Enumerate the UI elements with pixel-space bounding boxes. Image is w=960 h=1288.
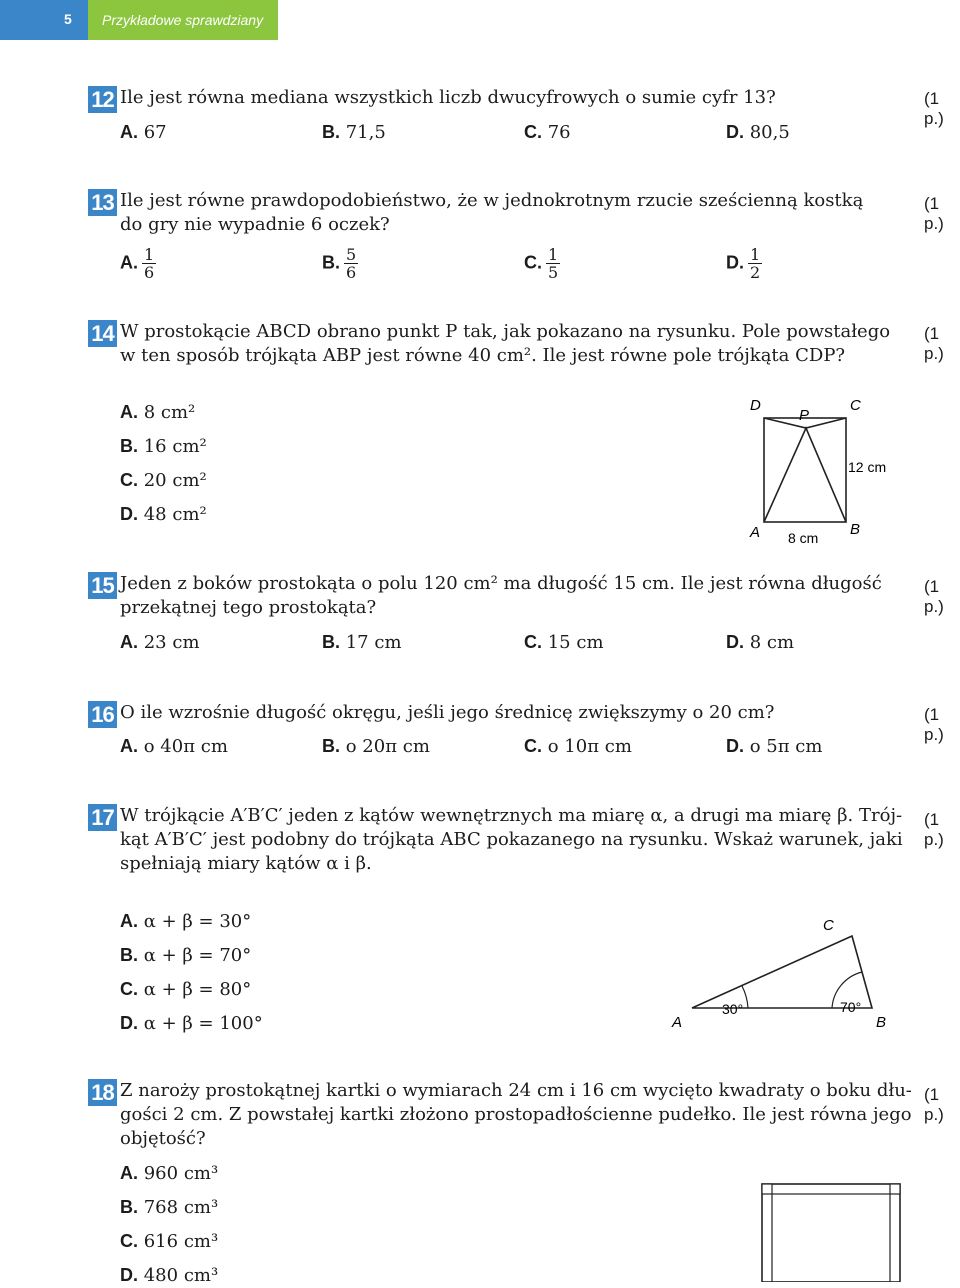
answer-c[interactable]: C. α + β = 80° [120,979,252,1000]
question-text-line-1: W prostokącie ABCD obrano punkt P tak, jak pokazano na rysunku. Pole powstałego [120,321,891,342]
answer-d[interactable]: D. $\frac{1}{2}$ [726,245,761,282]
corner-square [890,1184,900,1194]
answer-a[interactable]: A. 960 cm³ [120,1163,219,1184]
question-text-line-1: Jeden z boków prostokąta o polu 120 cm² ma długość 15 cm. Ile jest równa długość [120,573,882,594]
page-number-tab [0,0,88,40]
answer-c[interactable]: C. o 10π cm [524,736,632,757]
label-c: C [850,397,861,414]
question-text-line-2: kąt A′B′C′ jest podobny do trójkąta ABC pokazanego na rysunku. Wskaż warunek, jaki [120,829,903,850]
rectangle-abcd [764,418,846,522]
rectangle-figure [740,392,900,552]
points-label: (1 p.) [924,324,944,363]
question-number: 17 [88,804,117,831]
answer-a[interactable]: A. $\frac{1}{6}$ [120,245,155,282]
question-text-line-1: Z naroży prostokątnej kartki o wymiarach 24 cm i 16 cm wycięto kwadraty o boku dłu- [120,1080,912,1101]
answer-d[interactable]: D. 480 cm³ [120,1265,219,1286]
section-title-tab [88,0,278,40]
points-label: (1 p.) [924,705,944,744]
question-number: 16 [88,701,117,728]
label-d: D [750,397,761,414]
sheet-figure [756,1176,906,1282]
answer-c[interactable]: C. 616 cm³ [120,1231,219,1252]
label-c: C [823,917,834,934]
points-label: (1 p.) [924,577,944,616]
answer-d[interactable]: D. 8 cm [726,632,795,653]
angle-a-label: 30° [722,1001,744,1017]
label-b: B [850,521,861,538]
angle-b-label: 70° [840,999,862,1015]
question-text-line-2: w ten sposób trójkąta ABP jest równe 40 cm². Ile jest równe pole trójkąta CDP? [120,345,846,366]
answer-c[interactable]: C. 20 cm² [120,470,207,491]
answer-a[interactable]: A. 23 cm [120,632,200,653]
answer-d[interactable]: D. 48 cm² [120,504,207,525]
answer-b[interactable]: B. α + β = 70° [120,945,252,966]
corner-square [762,1184,772,1194]
answer-c[interactable]: C. $\frac{1}{5}$ [524,245,559,282]
points-label: (1 p.) [924,1085,944,1124]
question-number: 15 [88,572,117,599]
triangle-abp [764,428,846,522]
question-text-line-2: do gry nie wypadnie 6 oczek? [120,214,390,235]
question-text-line-1: W trójkącie A′B′C′ jeden z kątów wewnętrznych ma miarę α, a drugi ma miarę β. Trój- [120,805,903,826]
question-text-line-2: gości 2 cm. Z powstałej kartki złożono prostopadłościenne pudełko. Ile jest równa jego [120,1104,912,1125]
base-label: 8 cm [788,530,819,546]
answer-b[interactable]: B. $\frac{5}{6}$ [322,245,357,282]
label-a: A [750,524,761,541]
answer-a[interactable]: A. α + β = 30° [120,911,252,932]
question-number: 13 [88,189,117,216]
answer-b[interactable]: B. o 20π cm [322,736,430,757]
answer-d[interactable]: D. o 5π cm [726,736,823,757]
triangle-figure [666,904,906,1034]
sheet-outline [762,1184,900,1282]
page-number: 5 [64,11,72,27]
label-a: A [672,1014,683,1031]
answer-c[interactable]: C. 76 [524,122,571,143]
label-p: P [799,407,810,424]
answer-a[interactable]: A. 67 [120,122,167,143]
answer-b[interactable]: B. 768 cm³ [120,1197,219,1218]
points-label: (1 p.) [924,89,944,128]
sheet-fold-lines [772,1194,890,1282]
question-text-line-3: objętość? [120,1128,206,1149]
question-text: O ile wzrośnie długość okręgu, jeśli jego średnicę zwiększymy o 20 cm? [120,702,775,723]
question-text-line-1: Ile jest równe prawdopodobieństwo, że w jednokrotnym rzucie sześcienną kostką [120,190,864,211]
question-text: Ile jest równa mediana wszystkich liczb dwucyfrowych o sumie cyfr 13? [120,87,776,108]
question-text-line-2: przekątnej tego prostokąta? [120,597,377,618]
label-b: B [876,1014,887,1031]
answer-b[interactable]: B. 16 cm² [120,436,207,457]
answer-d[interactable]: D. 80,5 [726,122,790,143]
triangle-abc [692,936,872,1008]
side-label: 12 cm [848,459,887,475]
question-number: 12 [88,86,117,113]
question-number: 14 [88,320,117,347]
question-number: 18 [88,1079,117,1106]
answer-c[interactable]: C. 15 cm [524,632,604,653]
answer-a[interactable]: A. o 40π cm [120,736,228,757]
question-text-line-3: spełniają miary kątów α i β. [120,853,372,874]
answer-b[interactable]: B. 71,5 [322,122,386,143]
answer-a[interactable]: A. 8 cm² [120,402,196,423]
answer-d[interactable]: D. α + β = 100° [120,1013,263,1034]
answer-b[interactable]: B. 17 cm [322,632,402,653]
points-label: (1 p.) [924,810,944,849]
section-title: Przykładowe sprawdziany [102,12,264,28]
points-label: (1 p.) [924,194,944,233]
